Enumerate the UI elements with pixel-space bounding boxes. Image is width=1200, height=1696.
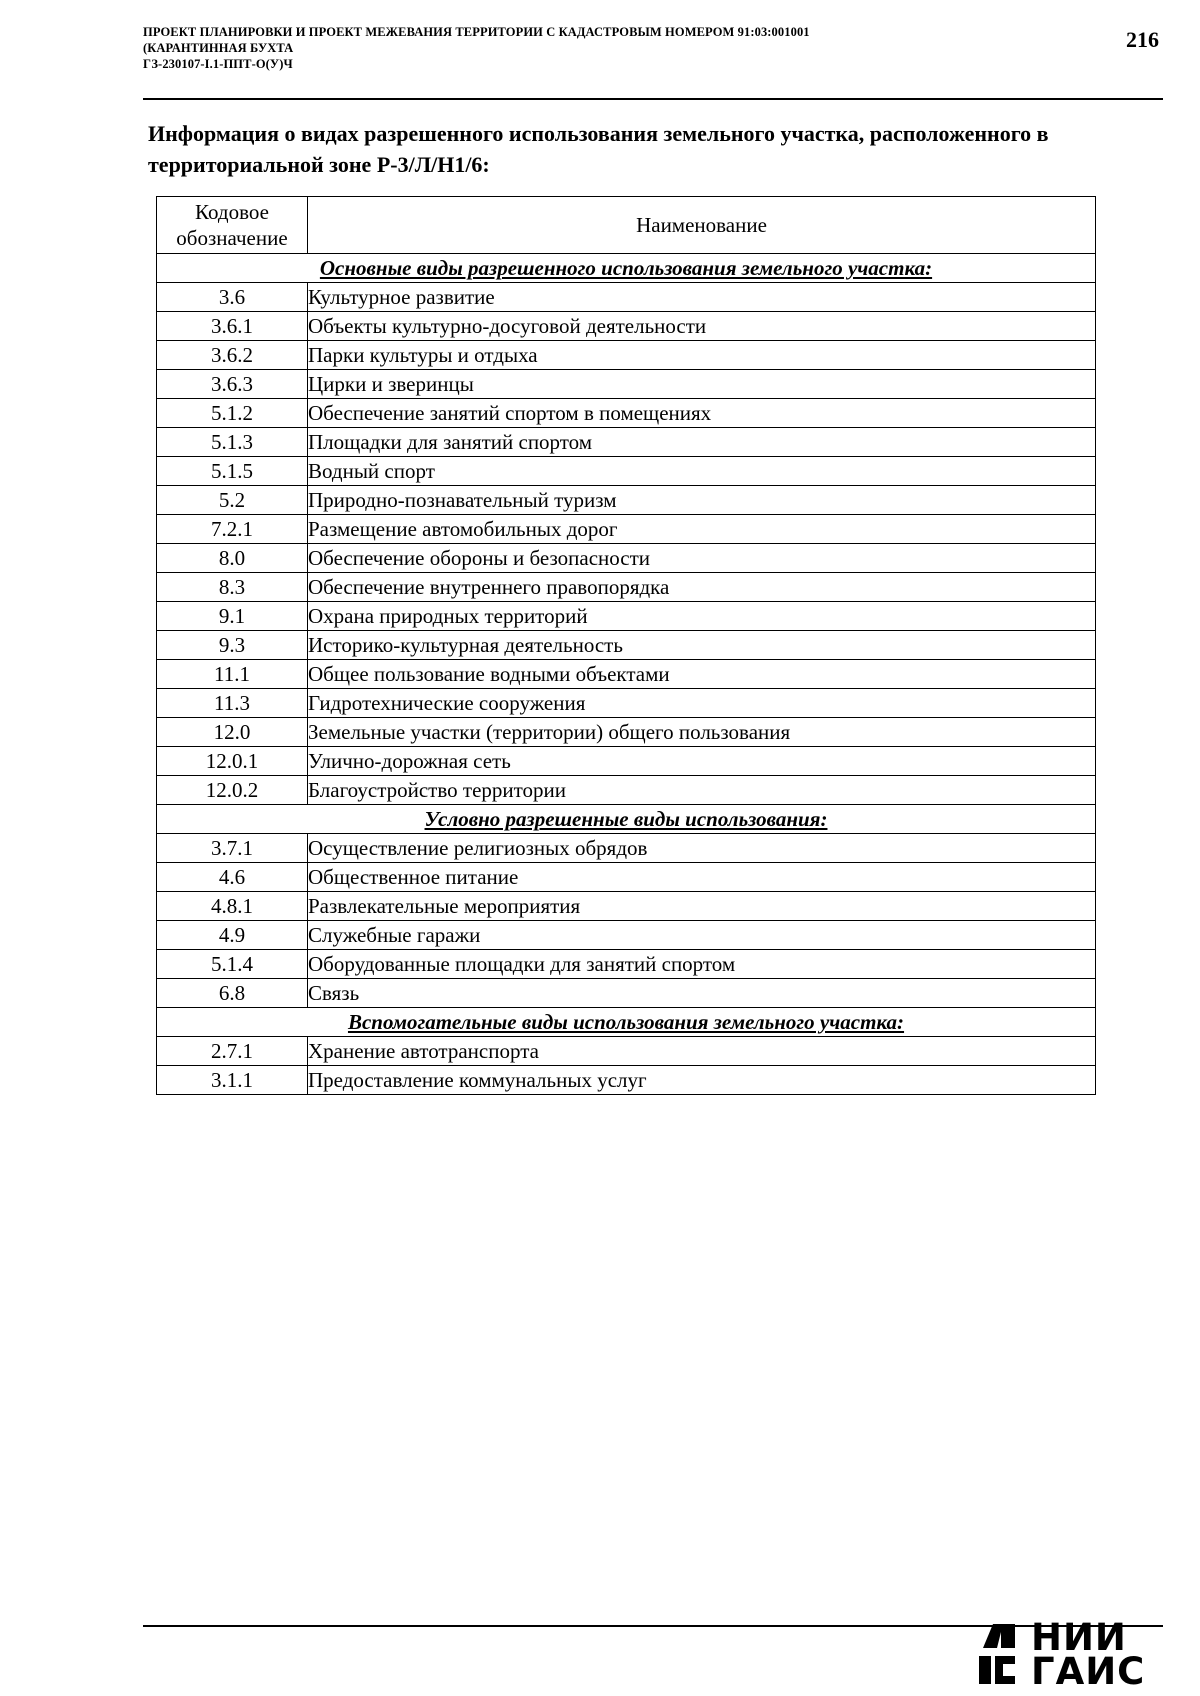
use-name: Улично-дорожная сеть bbox=[308, 747, 1096, 776]
use-name: Оборудованные площадки для занятий спортом bbox=[308, 950, 1096, 979]
use-code: 5.2 bbox=[157, 486, 308, 515]
table-header-row bbox=[157, 197, 1096, 254]
header-divider bbox=[143, 98, 1163, 100]
use-code: 4.6 bbox=[157, 863, 308, 892]
gais-logo-mark-icon bbox=[977, 1618, 1019, 1690]
header-line-1: ПРОЕКТ ПЛАНИРОВКИ И ПРОЕКТ МЕЖЕВАНИЯ ТЕРРИТОРИИ С КАДАСТРОВЫМ НОМЕРОМ 91:03:001001 bbox=[143, 25, 810, 39]
document-header bbox=[143, 24, 1043, 72]
use-name: Парки культуры и отдыха bbox=[308, 341, 1096, 370]
use-name: Культурное развитие bbox=[308, 283, 1096, 312]
table-row bbox=[157, 950, 1096, 979]
table-row bbox=[157, 370, 1096, 399]
use-code: 12.0.1 bbox=[157, 747, 308, 776]
use-name: Земельные участки (территории) общего пользования bbox=[308, 718, 1096, 747]
use-code: 5.1.5 bbox=[157, 457, 308, 486]
use-code: 3.6.2 bbox=[157, 341, 308, 370]
table-row bbox=[157, 515, 1096, 544]
section-heading: Информация о видах разрешенного использования земельного участка, расположенного в территориальной зоне Р-3/Л/Н1/6: bbox=[148, 121, 1049, 177]
company-logo bbox=[977, 1616, 1167, 1693]
table-section-row bbox=[157, 254, 1096, 283]
table-row bbox=[157, 921, 1096, 950]
table-row bbox=[157, 834, 1096, 863]
header-line-2: (КАРАНТИННАЯ БУХТА bbox=[143, 41, 294, 55]
use-code: 3.6.3 bbox=[157, 370, 308, 399]
section-title: Вспомогательные виды использования земельного участка: bbox=[157, 1008, 1096, 1037]
table-row bbox=[157, 283, 1096, 312]
use-name: Общественное питание bbox=[308, 863, 1096, 892]
use-code: 5.1.2 bbox=[157, 399, 308, 428]
use-name: Природно-познавательный туризм bbox=[308, 486, 1096, 515]
use-name: Служебные гаражи bbox=[308, 921, 1096, 950]
use-name: Водный спорт bbox=[308, 457, 1096, 486]
table-row bbox=[157, 399, 1096, 428]
use-code: 7.2.1 bbox=[157, 515, 308, 544]
table-row bbox=[157, 979, 1096, 1008]
land-use-table bbox=[156, 196, 1096, 1095]
use-code: 3.7.1 bbox=[157, 834, 308, 863]
use-name: Общее пользование водными объектами bbox=[308, 660, 1096, 689]
use-name: Хранение автотранспорта bbox=[308, 1037, 1096, 1066]
table-row bbox=[157, 573, 1096, 602]
use-code: 12.0 bbox=[157, 718, 308, 747]
use-code: 4.9 bbox=[157, 921, 308, 950]
use-code: 5.1.4 bbox=[157, 950, 308, 979]
use-name: Обеспечение обороны и безопасности bbox=[308, 544, 1096, 573]
table-row bbox=[157, 660, 1096, 689]
use-name: Обеспечение внутреннего правопорядка bbox=[308, 573, 1096, 602]
use-code: 3.1.1 bbox=[157, 1066, 308, 1095]
use-code: 4.8.1 bbox=[157, 892, 308, 921]
table-row bbox=[157, 631, 1096, 660]
table-section-row bbox=[157, 1008, 1096, 1037]
use-name: Обеспечение занятий спортом в помещениях bbox=[308, 399, 1096, 428]
use-name: Развлекательные мероприятия bbox=[308, 892, 1096, 921]
use-code: 8.3 bbox=[157, 573, 308, 602]
use-code: 6.8 bbox=[157, 979, 308, 1008]
use-name: Предоставление коммунальных услуг bbox=[308, 1066, 1096, 1095]
use-name: Историко-культурная деятельность bbox=[308, 631, 1096, 660]
column-header-name: Наименование bbox=[308, 197, 1096, 254]
table-row bbox=[157, 747, 1096, 776]
table-row bbox=[157, 863, 1096, 892]
table-row bbox=[157, 341, 1096, 370]
table-row bbox=[157, 718, 1096, 747]
use-name: Связь bbox=[308, 979, 1096, 1008]
use-name: Объекты культурно-досуговой деятельности bbox=[308, 312, 1096, 341]
table-row bbox=[157, 689, 1096, 718]
use-code: 3.6.1 bbox=[157, 312, 308, 341]
column-header-code: Кодовое обозначение bbox=[157, 197, 308, 254]
table-row bbox=[157, 486, 1096, 515]
use-name: Гидротехнические сооружения bbox=[308, 689, 1096, 718]
use-code: 12.0.2 bbox=[157, 776, 308, 805]
use-name: Площадки для занятий спортом bbox=[308, 428, 1096, 457]
table-row bbox=[157, 602, 1096, 631]
use-name: Благоустройство территории bbox=[308, 776, 1096, 805]
section-title: Основные виды разрешенного использования земельного участка: bbox=[157, 254, 1096, 283]
use-code: 3.6 bbox=[157, 283, 308, 312]
use-name: Размещение автомобильных дорог bbox=[308, 515, 1096, 544]
use-code: 5.1.3 bbox=[157, 428, 308, 457]
table-row bbox=[157, 312, 1096, 341]
header-line-3: ГЗ-230107-I.1-ППТ-О(У)Ч bbox=[143, 57, 293, 71]
use-name: Цирки и зверинцы bbox=[308, 370, 1096, 399]
table-row bbox=[157, 457, 1096, 486]
use-name: Охрана природных территорий bbox=[308, 602, 1096, 631]
use-code: 8.0 bbox=[157, 544, 308, 573]
use-code: 9.1 bbox=[157, 602, 308, 631]
table-row bbox=[157, 776, 1096, 805]
table-row bbox=[157, 1066, 1096, 1095]
use-code: 11.3 bbox=[157, 689, 308, 718]
page-number: 216 bbox=[1126, 27, 1159, 52]
table-body bbox=[157, 254, 1096, 1095]
use-name: Осуществление религиозных обрядов bbox=[308, 834, 1096, 863]
table-row bbox=[157, 892, 1096, 921]
use-code: 2.7.1 bbox=[157, 1037, 308, 1066]
table-row bbox=[157, 428, 1096, 457]
table-row bbox=[157, 544, 1096, 573]
logo-text-nii: НИИ bbox=[1031, 1616, 1127, 1659]
table-row bbox=[157, 1037, 1096, 1066]
use-code: 11.1 bbox=[157, 660, 308, 689]
table-section-row bbox=[157, 805, 1096, 834]
section-title: Условно разрешенные виды использования: bbox=[157, 805, 1096, 834]
logo-text-gais: ГАИС bbox=[1031, 1650, 1146, 1693]
use-code: 9.3 bbox=[157, 631, 308, 660]
